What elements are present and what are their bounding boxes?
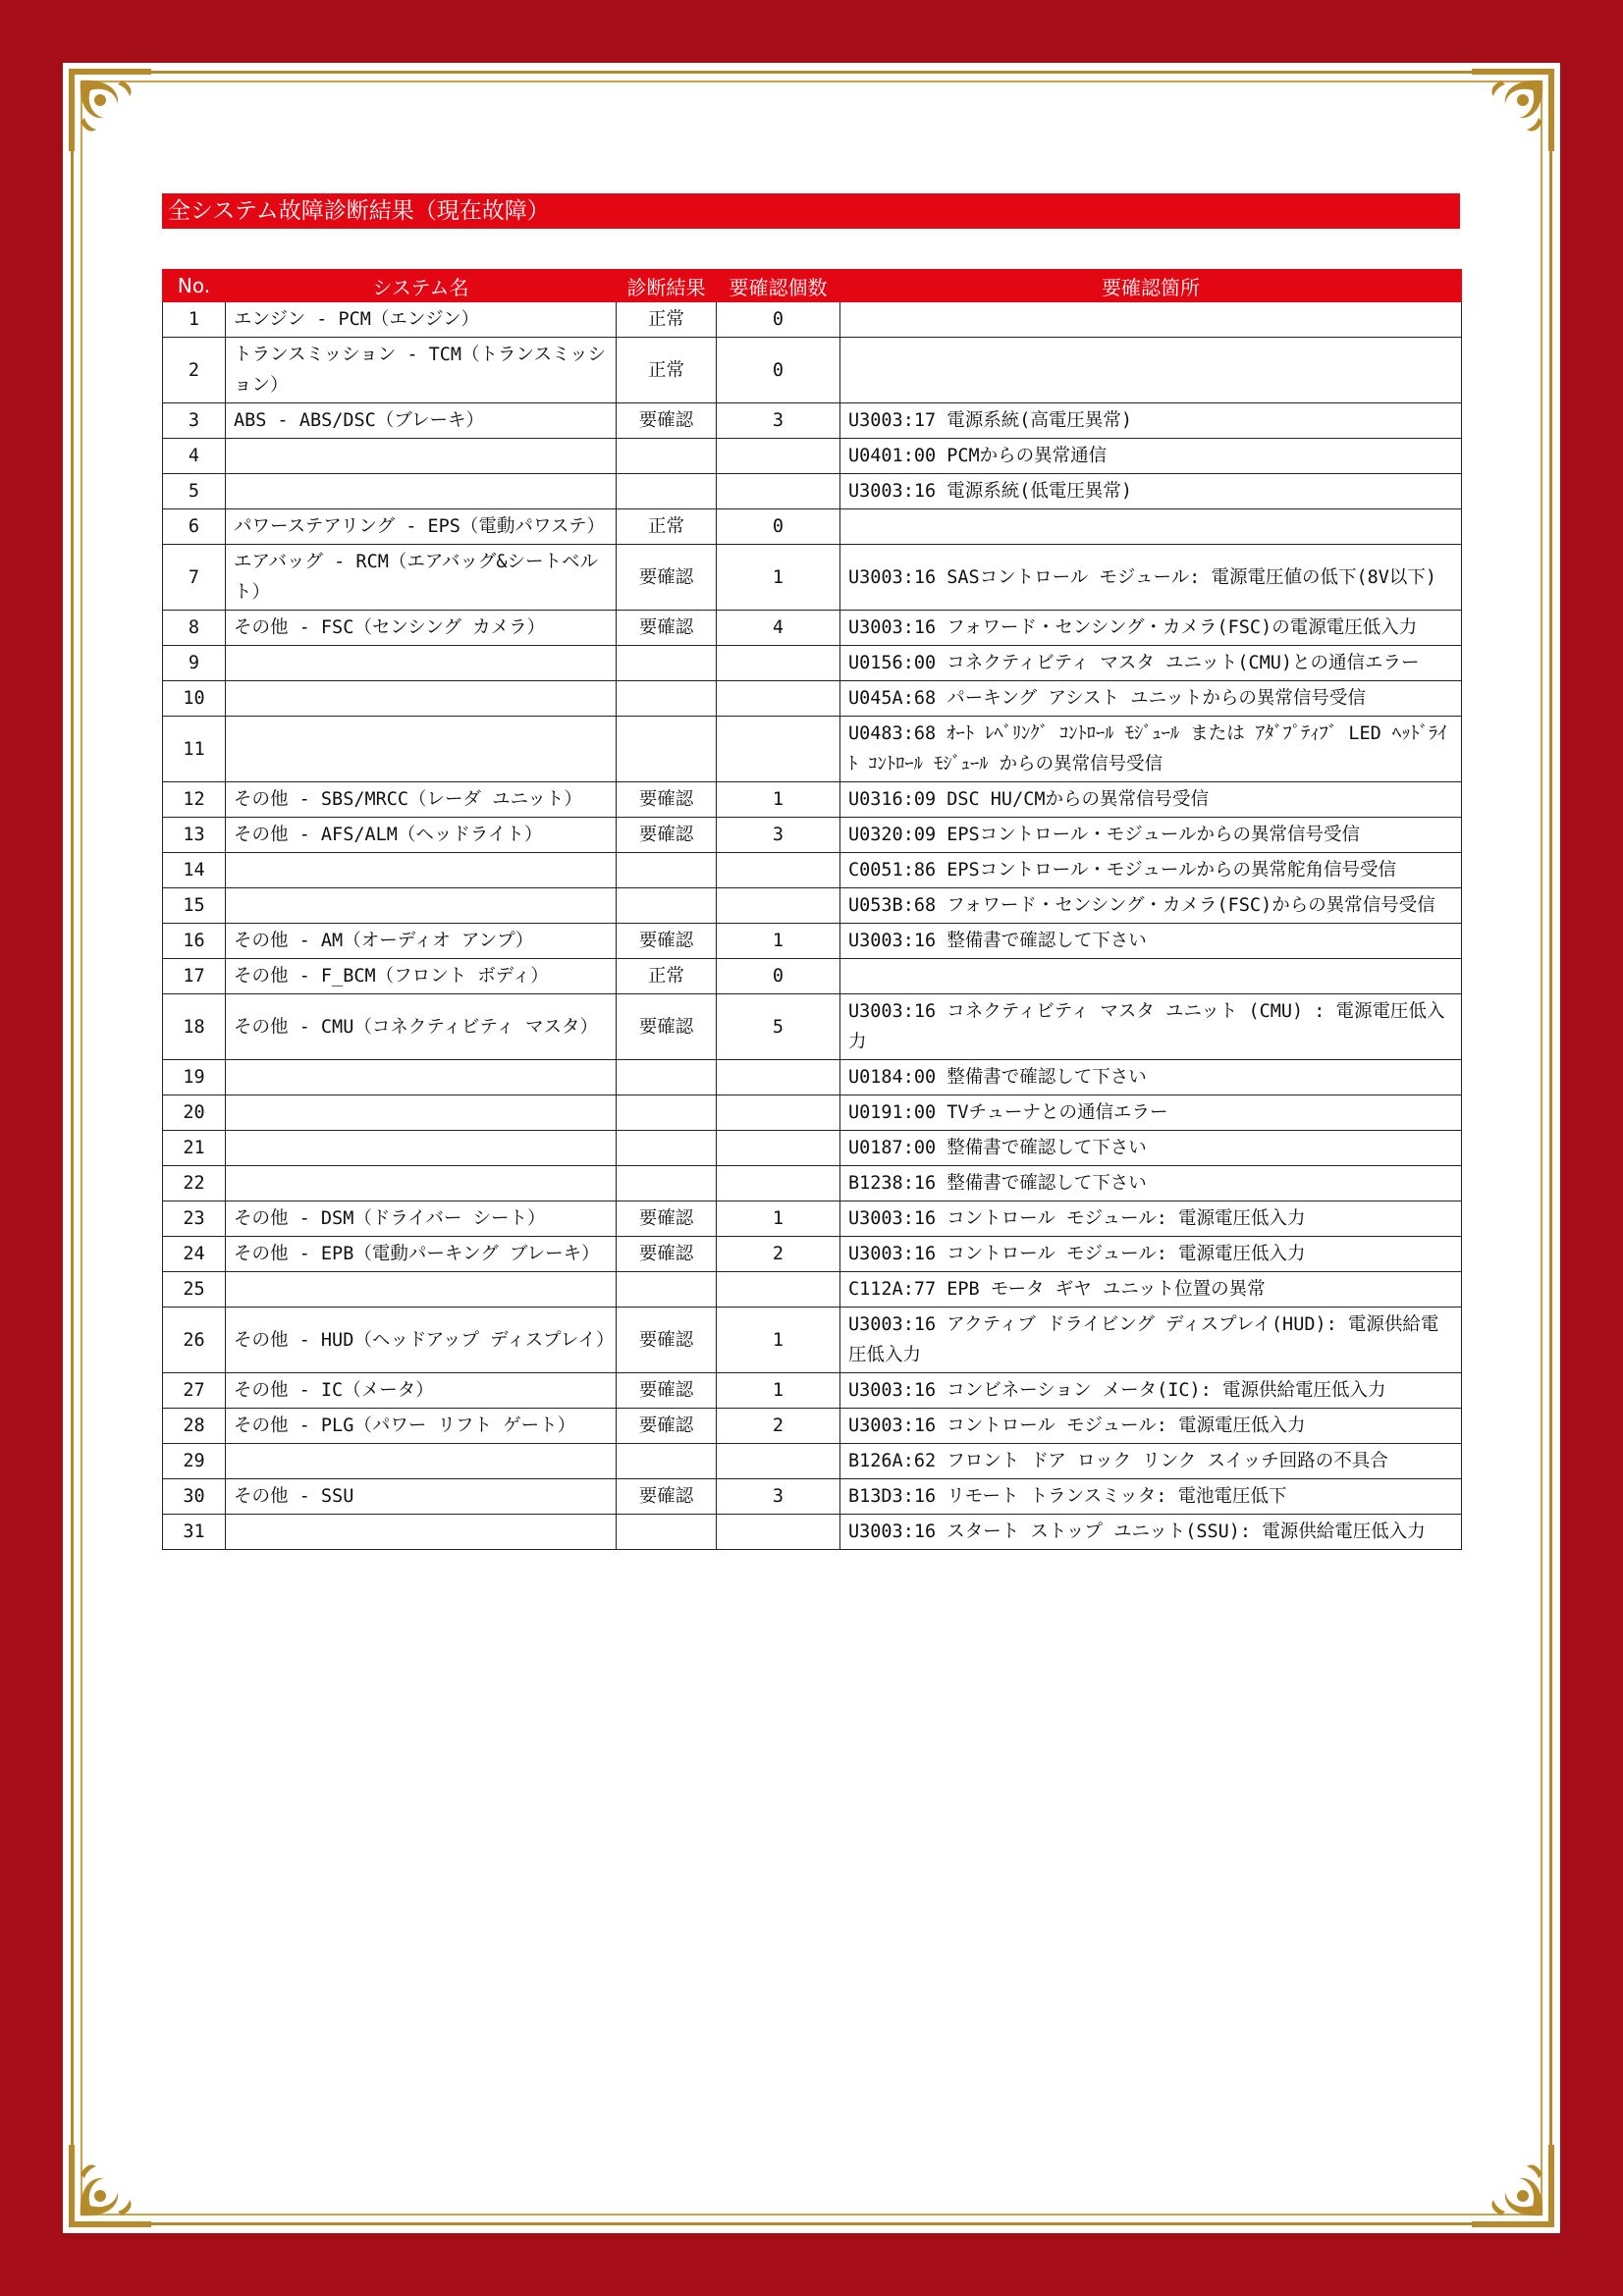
check-count-cell: 1: [717, 1308, 840, 1373]
diagnosis-result-cell: 要確認: [617, 994, 717, 1060]
system-name-cell: [226, 1272, 617, 1308]
check-location-cell: U045A:68 パーキング アシスト ユニットからの異常信号受信: [840, 681, 1462, 717]
check-location-cell: U053B:68 フォワード・センシング・カメラ(FSC)からの異常信号受信: [840, 888, 1462, 924]
diagnosis-result-cell: [617, 439, 717, 474]
table-row: [163, 646, 1462, 681]
check-count-cell: [717, 717, 840, 782]
diagnosis-result-cell: [617, 853, 717, 888]
check-count-cell: 4: [717, 611, 840, 646]
check-count-cell: [717, 1444, 840, 1479]
row-number: 1: [163, 302, 226, 338]
row-number: 13: [163, 818, 226, 853]
table-row: [163, 1479, 1462, 1515]
diagnosis-result-cell: [617, 717, 717, 782]
check-location-cell: U3003:16 整備書で確認して下さい: [840, 924, 1462, 959]
table-row: [163, 1060, 1462, 1095]
system-name-cell: [226, 853, 617, 888]
header-check-location: 要確認箇所: [840, 270, 1462, 302]
row-number: 16: [163, 924, 226, 959]
system-name-cell: [226, 888, 617, 924]
row-number: 15: [163, 888, 226, 924]
table-row: [163, 1373, 1462, 1409]
diagnosis-result-cell: 要確認: [617, 782, 717, 818]
table-row: [163, 1308, 1462, 1373]
system-name-cell: その他 - DSM（ドライバー シート）: [226, 1201, 617, 1237]
system-name-cell: [226, 1095, 617, 1131]
table-row: [163, 439, 1462, 474]
check-count-cell: 1: [717, 782, 840, 818]
table-row: [163, 302, 1462, 338]
row-number: 30: [163, 1479, 226, 1515]
system-name-cell: その他 - PLG（パワー リフト ゲート）: [226, 1409, 617, 1444]
check-count-cell: 0: [717, 302, 840, 338]
table-row: [163, 681, 1462, 717]
diagnosis-result-cell: 要確認: [617, 1308, 717, 1373]
check-count-cell: 2: [717, 1237, 840, 1272]
check-location-cell: U0156:00 コネクティビティ マスタ ユニット(CMU)との通信エラー: [840, 646, 1462, 681]
table-row: [163, 818, 1462, 853]
table-row: [163, 611, 1462, 646]
table-row: [163, 1237, 1462, 1272]
row-number: 29: [163, 1444, 226, 1479]
corner-ornament-icon: [65, 2141, 155, 2231]
check-location-cell: B1238:16 整備書で確認して下さい: [840, 1166, 1462, 1201]
header-system-name: システム名: [226, 270, 617, 302]
check-count-cell: [717, 888, 840, 924]
check-count-cell: [717, 474, 840, 509]
header-check-count: 要確認個数: [717, 270, 840, 302]
header-diagnosis-result: 診断結果: [617, 270, 717, 302]
table-row: [163, 1409, 1462, 1444]
table-row: [163, 888, 1462, 924]
row-number: 20: [163, 1095, 226, 1131]
system-name-cell: その他 - IC（メータ）: [226, 1373, 617, 1409]
row-number: 7: [163, 545, 226, 611]
check-count-cell: 1: [717, 924, 840, 959]
check-count-cell: 0: [717, 509, 840, 545]
row-number: 23: [163, 1201, 226, 1237]
table-row: [163, 994, 1462, 1060]
system-name-cell: トランスミッション - TCM（トランスミッション）: [226, 338, 617, 403]
row-number: 11: [163, 717, 226, 782]
system-name-cell: [226, 1515, 617, 1550]
check-location-cell: U0401:00 PCMからの異常通信: [840, 439, 1462, 474]
check-count-cell: [717, 1515, 840, 1550]
row-number: 21: [163, 1131, 226, 1166]
corner-ornament-icon: [1468, 2141, 1558, 2231]
check-count-cell: [717, 681, 840, 717]
system-name-cell: [226, 646, 617, 681]
check-location-cell: U0187:00 整備書で確認して下さい: [840, 1131, 1462, 1166]
diagnosis-result-cell: 要確認: [617, 1237, 717, 1272]
diagnosis-result-cell: [617, 646, 717, 681]
diagnosis-result-cell: 要確認: [617, 611, 717, 646]
diagnosis-result-cell: [617, 1060, 717, 1095]
diagnosis-result-cell: [617, 1095, 717, 1131]
diagnosis-result-cell: 要確認: [617, 924, 717, 959]
table-row: [163, 1444, 1462, 1479]
table-row: [163, 853, 1462, 888]
row-number: 25: [163, 1272, 226, 1308]
check-location-cell: [840, 959, 1462, 994]
system-name-cell: ABS - ABS/DSC（ブレーキ）: [226, 403, 617, 439]
check-location-cell: U0483:68 ｵｰﾄ ﾚﾍﾞﾘﾝｸﾞ ｺﾝﾄﾛｰﾙ ﾓｼﾞｭｰﾙ または ｱﾀﾞﾌﾟﾃｨﾌﾞ LED ﾍｯﾄﾞﾗｲﾄ ｺﾝﾄﾛｰﾙ ﾓｼﾞｭｰﾙ からの異常信号受信: [840, 717, 1462, 782]
table-body: [163, 302, 1462, 1550]
system-name-cell: エンジン - PCM（エンジン）: [226, 302, 617, 338]
check-location-cell: [840, 302, 1462, 338]
system-name-cell: [226, 681, 617, 717]
diagnosis-result-cell: [617, 1166, 717, 1201]
diagnosis-result-cell: [617, 474, 717, 509]
system-name-cell: [226, 1060, 617, 1095]
diagnosis-result-cell: 要確認: [617, 1201, 717, 1237]
row-number: 19: [163, 1060, 226, 1095]
row-number: 8: [163, 611, 226, 646]
row-number: 3: [163, 403, 226, 439]
diagnosis-result-cell: 要確認: [617, 403, 717, 439]
system-name-cell: その他 - SBS/MRCC（レーダ ユニット）: [226, 782, 617, 818]
check-location-cell: U3003:16 電源系統(低電圧異常): [840, 474, 1462, 509]
system-name-cell: [226, 474, 617, 509]
row-number: 6: [163, 509, 226, 545]
check-location-cell: U3003:16 コントロール モジュール: 電源電圧低入力: [840, 1201, 1462, 1237]
table-row: [163, 1095, 1462, 1131]
check-count-cell: 1: [717, 1201, 840, 1237]
check-location-cell: C112A:77 EPB モータ ギヤ ユニット位置の異常: [840, 1272, 1462, 1308]
check-location-cell: [840, 338, 1462, 403]
diagnosis-result-cell: [617, 1272, 717, 1308]
check-location-cell: U3003:17 電源系統(高電圧異常): [840, 403, 1462, 439]
diagnosis-result-cell: 正常: [617, 509, 717, 545]
diagnosis-result-cell: 要確認: [617, 545, 717, 611]
check-location-cell: C0051:86 EPSコントロール・モジュールからの異常舵角信号受信: [840, 853, 1462, 888]
system-name-cell: [226, 439, 617, 474]
system-name-cell: パワーステアリング - EPS（電動パワステ）: [226, 509, 617, 545]
system-name-cell: その他 - FSC（センシング カメラ）: [226, 611, 617, 646]
diagnosis-result-cell: 正常: [617, 338, 717, 403]
table-row: [163, 1201, 1462, 1237]
system-name-cell: [226, 1166, 617, 1201]
row-number: 5: [163, 474, 226, 509]
table-row: [163, 717, 1462, 782]
row-number: 12: [163, 782, 226, 818]
check-location-cell: U0320:09 EPSコントロール・モジュールからの異常信号受信: [840, 818, 1462, 853]
table-row: [163, 782, 1462, 818]
table-row: [163, 1166, 1462, 1201]
check-count-cell: [717, 853, 840, 888]
check-location-cell: U3003:16 コントロール モジュール: 電源電圧低入力: [840, 1237, 1462, 1272]
system-name-cell: その他 - AFS/ALM（ヘッドライト）: [226, 818, 617, 853]
row-number: 31: [163, 1515, 226, 1550]
system-name-cell: その他 - CMU（コネクティビティ マスタ）: [226, 994, 617, 1060]
row-number: 14: [163, 853, 226, 888]
check-location-cell: U0316:09 DSC HU/CMからの異常信号受信: [840, 782, 1462, 818]
system-name-cell: [226, 717, 617, 782]
table-row: [163, 474, 1462, 509]
check-location-cell: U3003:16 コンビネーション メータ(IC): 電源供給電圧低入力: [840, 1373, 1462, 1409]
check-count-cell: [717, 1166, 840, 1201]
diagnosis-result-cell: 要確認: [617, 818, 717, 853]
row-number: 22: [163, 1166, 226, 1201]
row-number: 26: [163, 1308, 226, 1373]
row-number: 10: [163, 681, 226, 717]
report-title: 全システム故障診断結果（現在故障）: [162, 193, 1460, 229]
check-location-cell: U0184:00 整備書で確認して下さい: [840, 1060, 1462, 1095]
row-number: 17: [163, 959, 226, 994]
check-count-cell: [717, 1272, 840, 1308]
check-count-cell: [717, 1095, 840, 1131]
check-location-cell: B13D3:16 リモート トランスミッタ: 電池電圧低下: [840, 1479, 1462, 1515]
check-count-cell: 2: [717, 1409, 840, 1444]
check-count-cell: 0: [717, 959, 840, 994]
table-row: [163, 1272, 1462, 1308]
diagnosis-result-cell: [617, 1515, 717, 1550]
check-location-cell: U3003:16 コントロール モジュール: 電源電圧低入力: [840, 1409, 1462, 1444]
table-row: [163, 338, 1462, 403]
check-count-cell: 1: [717, 1373, 840, 1409]
header-no: No.: [163, 270, 226, 302]
diagnosis-result-cell: 正常: [617, 959, 717, 994]
check-count-cell: 5: [717, 994, 840, 1060]
table-row: [163, 1131, 1462, 1166]
diagnosis-result-cell: [617, 681, 717, 717]
row-number: 24: [163, 1237, 226, 1272]
table-row: [163, 959, 1462, 994]
diagnosis-table: [162, 269, 1462, 1550]
row-number: 27: [163, 1373, 226, 1409]
check-location-cell: B126A:62 フロント ドア ロック リンク スイッチ回路の不具合: [840, 1444, 1462, 1479]
check-count-cell: 3: [717, 818, 840, 853]
system-name-cell: その他 - F_BCM（フロント ボディ）: [226, 959, 617, 994]
check-count-cell: [717, 439, 840, 474]
check-count-cell: [717, 646, 840, 681]
check-location-cell: U3003:16 アクティブ ドライビング ディスプレイ(HUD): 電源供給電圧低入力: [840, 1308, 1462, 1373]
diagnosis-result-cell: 正常: [617, 302, 717, 338]
check-location-cell: U3003:16 SASコントロール モジュール: 電源電圧値の低下(8V以下): [840, 545, 1462, 611]
check-location-cell: [840, 509, 1462, 545]
system-name-cell: エアバッグ - RCM（エアバッグ&シートベルト）: [226, 545, 617, 611]
row-number: 28: [163, 1409, 226, 1444]
table-header-row: [163, 270, 1462, 302]
check-location-cell: U0191:00 TVチューナとの通信エラー: [840, 1095, 1462, 1131]
check-location-cell: U3003:16 コネクティビティ マスタ ユニット (CMU) : 電源電圧低入力: [840, 994, 1462, 1060]
system-name-cell: [226, 1131, 617, 1166]
corner-ornament-icon: [1468, 65, 1558, 155]
system-name-cell: その他 - SSU: [226, 1479, 617, 1515]
diagnosis-result-cell: 要確認: [617, 1373, 717, 1409]
diagnosis-result-cell: [617, 1131, 717, 1166]
system-name-cell: [226, 1444, 617, 1479]
check-count-cell: [717, 1131, 840, 1166]
check-location-cell: U3003:16 フォワード・センシング・カメラ(FSC)の電源電圧低入力: [840, 611, 1462, 646]
table-row: [163, 509, 1462, 545]
row-number: 18: [163, 994, 226, 1060]
check-count-cell: 3: [717, 403, 840, 439]
system-name-cell: その他 - HUD（ヘッドアップ ディスプレイ）: [226, 1308, 617, 1373]
corner-ornament-icon: [65, 65, 155, 155]
check-count-cell: 3: [717, 1479, 840, 1515]
check-count-cell: [717, 1060, 840, 1095]
table-row: [163, 403, 1462, 439]
diagnosis-result-cell: 要確認: [617, 1479, 717, 1515]
row-number: 2: [163, 338, 226, 403]
system-name-cell: その他 - AM（オーディオ アンプ）: [226, 924, 617, 959]
row-number: 9: [163, 646, 226, 681]
diagnosis-result-cell: 要確認: [617, 1409, 717, 1444]
check-count-cell: 0: [717, 338, 840, 403]
table-row: [163, 545, 1462, 611]
table-row: [163, 924, 1462, 959]
row-number: 4: [163, 439, 226, 474]
check-location-cell: U3003:16 スタート ストップ ユニット(SSU): 電源供給電圧低入力: [840, 1515, 1462, 1550]
diagnosis-result-cell: [617, 888, 717, 924]
system-name-cell: その他 - EPB（電動パーキング ブレーキ）: [226, 1237, 617, 1272]
check-count-cell: 1: [717, 545, 840, 611]
table-row: [163, 1515, 1462, 1550]
diagnosis-result-cell: [617, 1444, 717, 1479]
